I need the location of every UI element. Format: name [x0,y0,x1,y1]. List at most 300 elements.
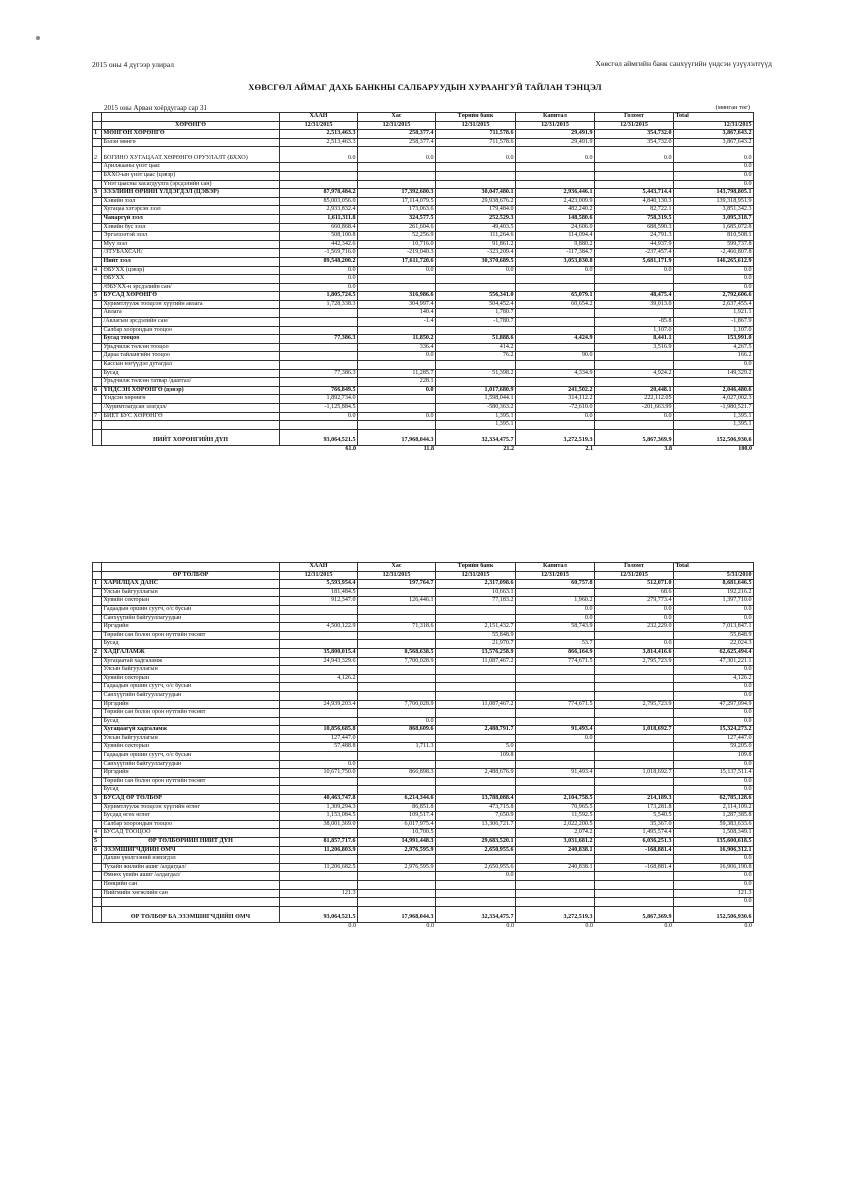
value-cell: 30,047,480.1 [436,189,516,198]
value-cell: 324,577.5 [358,214,436,223]
value-cell: 0.0 [358,717,436,726]
value-cell [358,283,436,292]
value-cell [358,631,436,640]
value-cell: 0.0 [674,683,754,692]
row-label: Өмнөх үеийн ашиг /алдагдал/ [102,872,280,881]
table-row [93,820,754,829]
value-cell: 0.0 [595,640,674,649]
value-cell: 316,986.6 [358,292,436,301]
table-row [93,614,754,623]
value-cell [280,180,358,189]
value-cell: 2,022,200.5 [516,820,595,829]
value-cell: 1,287,385.8 [674,812,754,821]
value-cell: 47,297,094.9 [674,700,754,709]
value-cell: 0.0 [674,180,754,189]
table-row [93,369,754,378]
value-cell: 14,991,448.3 [358,838,436,847]
assets-table [92,112,754,453]
row-label: Нөөцийн сан [102,880,280,889]
row-number [93,335,102,344]
value-cell: -168,881.4 [595,846,674,855]
table-row [93,726,754,735]
value-cell: 0.0 [674,691,754,700]
row-label: ХАРИЛЦАХ ДАНС [102,580,280,589]
row-number [93,666,102,675]
value-cell: -1,780.7 [436,318,516,327]
value-cell: 114,094.4 [516,232,595,241]
row-label: Нийт зээл [102,257,280,266]
value-cell [516,343,595,352]
value-cell: 16,906,312.1 [674,846,754,855]
row-label: Хугацаагүй хадгаламж [102,726,280,735]
table-row [93,180,754,189]
value-cell: 1,395.1 [436,421,516,430]
value-cell [595,709,674,718]
row-label: Улсын байгууллагын [102,666,280,675]
row-number [93,657,102,666]
value-cell: 473,715.8 [436,803,516,812]
value-cell [280,709,358,718]
value-cell: 40,463,747.8 [280,795,358,804]
row-label: Иргэдийн [102,623,280,632]
value-cell [516,361,595,370]
value-cell [280,631,358,640]
row-number: 1 [93,580,102,589]
value-cell [358,872,436,881]
table-row [93,795,754,804]
total-value: 93,064,521.5 [280,906,358,922]
value-cell: 4,126.2 [674,674,754,683]
value-cell: 5,681,171.9 [595,257,674,266]
value-cell [436,777,516,786]
value-cell [436,674,516,683]
row-label: Тухайн жилийн ашиг /алдагдал/ [102,863,280,872]
value-cell [516,880,595,889]
value-cell: 261,604.6 [358,223,436,232]
row-label: /Авлагын эрсдэлийн сан/ [102,318,280,327]
row-label: Хугацаатай хадгаламж [102,657,280,666]
value-cell: 304,997.4 [358,300,436,309]
value-cell: 1,960.2 [516,597,595,606]
value-cell [280,640,358,649]
value-cell: 0.0 [595,266,674,275]
table-row [93,386,754,395]
value-cell: 11,087,467.2 [436,700,516,709]
value-cell [280,318,358,327]
row-label: Санхүүгийн байгууллагуудын [102,760,280,769]
value-cell: 556,341.0 [436,292,516,301]
row-label: Гадаадын оршин суугч, о/с бусын [102,752,280,761]
value-cell [358,171,436,180]
value-cell: 24,606.0 [516,223,595,232]
row-label: Бусад [102,786,280,795]
value-cell: 1,921.1 [674,309,754,318]
value-cell: 0.0 [674,614,754,623]
section-title: ХӨРӨНГӨ [102,121,280,130]
value-cell [436,691,516,700]
table-row [93,709,754,718]
table-row [93,171,754,180]
row-number [93,743,102,752]
value-cell: 13,306,721.7 [436,820,516,829]
value-cell [516,889,595,898]
total-value: 5,867,369.9 [595,906,674,922]
row-label: Муу зээл [102,240,280,249]
value-cell: 2,046,480.6 [674,386,754,395]
row-number [93,240,102,249]
row-label: ӨБУХХ [102,275,280,284]
value-cell: 6,214,344.6 [358,795,436,804]
check-value: 0.0 [744,922,752,929]
value-cell [358,880,436,889]
row-number [93,777,102,786]
value-cell [516,631,595,640]
value-cell [516,326,595,335]
value-cell [436,760,516,769]
value-cell: 11,087,467.2 [436,657,516,666]
value-cell: 85,003,056.0 [280,197,358,206]
share-value: 21.2 [503,445,514,452]
table-row [93,743,754,752]
value-cell [595,717,674,726]
value-cell: 179,484.0 [436,206,516,215]
value-cell: 1,728,338.3 [280,300,358,309]
row-number [93,163,102,172]
value-cell: 1,780.7 [436,309,516,318]
value-cell: 2,650,955.6 [436,863,516,872]
table-row [93,889,754,898]
value-cell: 512,071.0 [595,580,674,589]
value-cell [595,691,674,700]
table-row [93,249,754,258]
value-cell: 58,743.9 [516,623,595,632]
table-row [93,147,754,163]
table-row [93,404,754,413]
value-cell: 5,443,714.4 [595,189,674,198]
value-cell [595,361,674,370]
value-cell: 4,924.2 [595,369,674,378]
value-cell: 197,764.7 [358,580,436,589]
row-number [93,691,102,700]
value-cell: 0.0 [674,898,754,907]
check-value: 0.0 [585,922,593,929]
total-value: 3,272,519.3 [516,906,595,922]
row-label: Дахин үнэлгээний нэмэгдэл [102,855,280,864]
value-cell [436,786,516,795]
value-cell: 1,309,294.3 [280,803,358,812]
value-cell: 222,112.05 [595,395,674,404]
value-cell [595,631,674,640]
value-cell: 4,027,002.3 [674,395,754,404]
row-label: Үндсэн хөрөнгө [102,395,280,404]
row-number [93,326,102,335]
table-row [93,189,754,198]
value-cell: 0.0 [516,266,595,275]
value-cell: 59,205.0 [674,743,754,752]
value-cell: 29,683,520.1 [436,838,516,847]
total-value: 32,334,475.7 [436,429,516,445]
row-number [93,880,102,889]
row-label: Төрийн сан болон орон нутгийн төсөвт [102,631,280,640]
value-cell: 13,788,088.4 [436,795,516,804]
value-cell [516,717,595,726]
total-value: 17,968,044.3 [358,429,436,445]
row-label: Үнэт цаасны хасагдуулга (эрсдэлийн сан) [102,180,280,189]
table-row [93,130,754,139]
value-cell [436,889,516,898]
row-number [93,752,102,761]
table-row [93,803,754,812]
row-label: Чанаргүй зээл [102,214,280,223]
value-cell: 55,848.9 [674,631,754,640]
value-cell: 1,107.0 [595,326,674,335]
row-number [93,378,102,387]
row-number [93,855,102,864]
row-number [93,180,102,189]
value-cell: 0.0 [595,605,674,614]
value-cell: 35,367.0 [595,820,674,829]
value-cell: 109.8 [436,752,516,761]
table-row [93,300,754,309]
value-cell: 0.0 [674,786,754,795]
value-cell: 0.0 [436,872,516,881]
value-cell: 146,265,612.9 [674,257,754,266]
value-cell [436,361,516,370]
value-cell: 24,939,203.4 [280,700,358,709]
bank-name: ХААН [280,113,358,122]
row-number [93,206,102,215]
row-number [93,674,102,683]
table-row [93,206,754,215]
value-cell: -168,881.4 [595,863,674,872]
row-number [93,898,102,907]
value-cell: 30,370,689.5 [436,257,516,266]
table-row [93,786,754,795]
table-row [93,898,754,907]
value-cell: -237,457.4 [595,249,674,258]
value-cell [358,605,436,614]
value-cell [436,829,516,838]
value-cell: 3,867,643.2 [674,130,754,139]
row-number [93,588,102,597]
table-row [93,580,754,589]
value-cell: 279,773.4 [595,597,674,606]
value-cell: 0.0 [674,855,754,864]
bank-name: Total [674,113,754,122]
row-label: Гадаадын оршин суугч, о/с бусын [102,605,280,614]
total-label: ӨР ТӨЛБӨР БА ЭЗЭМШИГЧДИЙН ӨМЧ [102,906,280,922]
table-row [93,734,754,743]
row-label: БОГИНО ХУГАЦААТ ХӨРӨНГӨ ОРУУЛАЛТ (БХХО) [102,147,280,163]
check-value: 0.0 [664,922,672,929]
value-cell [516,786,595,795]
blank-cell [93,563,102,572]
value-cell: 3,053,830.8 [516,257,595,266]
value-cell: 0.0 [674,717,754,726]
table-row [93,335,754,344]
value-cell: 774,671.5 [516,657,595,666]
value-cell: -323,209.4 [436,249,516,258]
value-cell: 0.0 [280,283,358,292]
value-cell: 49,403.5 [436,223,516,232]
value-cell [516,855,595,864]
value-cell: 8,568,638.5 [358,648,436,657]
value-cell: 0.0 [674,872,754,881]
value-cell: 39,013.0 [595,300,674,309]
value-cell [358,855,436,864]
row-label: Бусад [102,369,280,378]
table-row [93,318,754,327]
table-row [93,412,754,421]
value-cell: 2,488,791.7 [436,726,516,735]
value-cell: 91,493.4 [516,726,595,735]
value-cell [516,898,595,907]
value-cell: 24,943,329.6 [280,657,358,666]
value-cell: 0.0 [280,266,358,275]
row-number: 5 [93,838,102,847]
row-label: ХАДГАЛАМЖ [102,648,280,657]
row-label: Кассын нэгүүдэл дутагдал [102,361,280,370]
row-number: 3 [93,189,102,198]
value-cell [516,666,595,675]
value-cell: 55,848.9 [436,631,516,640]
total-value: 17,968,044.3 [358,906,436,922]
value-cell: 53.7 [516,640,595,649]
value-cell: 173,063.6 [358,206,436,215]
value-cell: 71,318.6 [358,623,436,632]
value-cell: 508,100.8 [280,232,358,241]
row-number [93,352,102,361]
value-cell: 89,548,200.2 [280,257,358,266]
value-cell: 77,183.2 [436,597,516,606]
bank-name: ХААН [280,563,358,572]
value-cell [595,666,674,675]
value-cell: 3,095,318.7 [674,214,754,223]
row-label [102,898,280,907]
value-cell: -580,363.2 [436,404,516,413]
value-cell [595,421,674,430]
value-cell [516,709,595,718]
value-cell: 48,475.4 [595,292,674,301]
value-cell: 4,424.9 [516,335,595,344]
blank-cell [93,922,102,930]
row-label: Хувийн секторын [102,743,280,752]
value-cell: 135,600,618.5 [674,838,754,847]
table-row [93,717,754,726]
row-number [93,717,102,726]
value-cell [358,777,436,786]
value-cell: 2,317,098.6 [436,580,516,589]
value-cell [595,275,674,284]
value-cell: 4,334.9 [516,369,595,378]
value-cell: 7,650.9 [436,812,516,821]
value-cell: 4,840,130.3 [595,197,674,206]
value-cell: 868,609.6 [358,726,436,735]
blank-cell [102,563,280,572]
report-date-cell: 5/31/2010 [674,571,754,580]
row-label: Бусдад өгөх өглөг [102,812,280,821]
row-number [93,404,102,413]
row-label: Эргэлзээтэй зээл [102,232,280,241]
report-date-cell: 12/31/2015 [595,571,674,580]
date-header-row [93,571,754,580]
value-cell: 0.0 [280,275,358,284]
row-number [93,421,102,430]
value-cell [436,717,516,726]
row-number [93,318,102,327]
table-row [93,232,754,241]
table-row [93,163,754,172]
row-label: Улсын байгууллагын [102,588,280,597]
table-row [93,588,754,597]
value-cell [280,777,358,786]
value-cell: 0.0 [674,171,754,180]
value-cell: 0.0 [516,605,595,614]
row-label: Улсын байгууллагын [102,734,280,743]
value-cell [358,889,436,898]
value-cell: 10,663.1 [436,588,516,597]
bank-name: Төрийн банк [436,113,516,122]
value-cell [595,683,674,692]
value-cell [595,674,674,683]
value-cell: 7,700,028.9 [358,700,436,709]
value-cell: 688,590.3 [595,223,674,232]
value-cell: 660,868.4 [280,223,358,232]
share-row [93,445,754,453]
row-label: Хувийн секторын [102,674,280,683]
value-cell: 140.4 [358,309,436,318]
value-cell: 0.0 [516,147,595,163]
total-value: 32,334,475.7 [436,906,516,922]
table-row [93,760,754,769]
value-cell [436,171,516,180]
value-cell [436,880,516,889]
row-label: Төрийн сан болон орон нутгийн төсөвт [102,777,280,786]
value-cell: 1,805,724.5 [280,292,358,301]
value-cell: 38,001,369.0 [280,820,358,829]
check-value: 0.0 [506,922,514,929]
row-number: 2 [93,648,102,657]
row-label: БУСАД ХӨРӨНГӨ [102,292,280,301]
value-cell: 0.0 [674,361,754,370]
row-number [93,309,102,318]
row-number [93,709,102,718]
row-number [93,257,102,266]
bank-name: Капитал [516,563,595,572]
total-value: 3,272,519.3 [516,429,595,445]
value-cell [516,674,595,683]
value-cell: 1,508,349.1 [674,829,754,838]
row-number [93,361,102,370]
report-date-cell: 12/31/2015 [358,571,436,580]
table-row [93,700,754,709]
value-cell: 2,795,723.9 [595,700,674,709]
value-cell [358,786,436,795]
report-date-cell: 12/31/2015 [280,571,358,580]
value-cell [358,691,436,700]
value-cell [280,880,358,889]
value-cell: 711,578.6 [436,130,516,139]
row-label: ӨБУХХ (цэвэр) [102,266,280,275]
value-cell [674,378,754,387]
row-number [93,820,102,829]
row-label: Гадаадын оршин суугч, о/с бусын [102,683,280,692]
row-label: МӨНГӨН ХӨРӨНГӨ [102,130,280,139]
value-cell [358,666,436,675]
value-cell: 2,795,723.9 [595,657,674,666]
row-number: 6 [93,846,102,855]
date-header-row [93,121,754,130]
